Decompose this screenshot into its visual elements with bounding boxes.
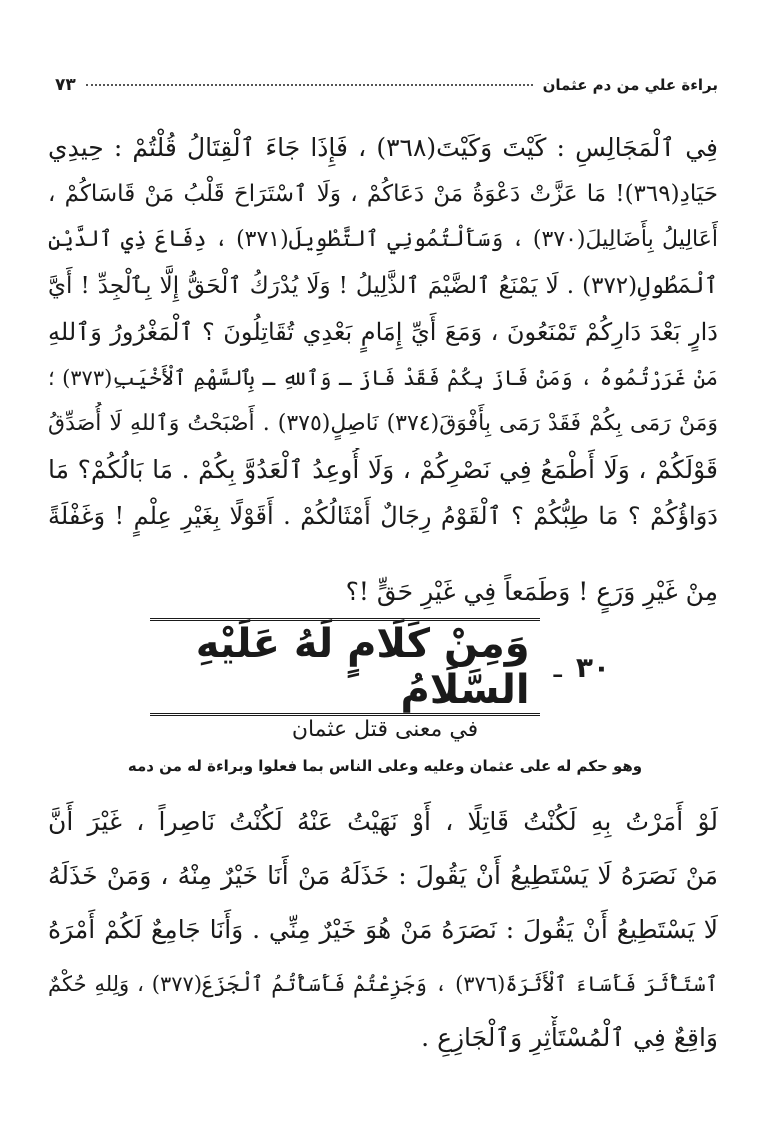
section-subtitle: في معنى قتل عثمان [291, 717, 479, 742]
text-line: قَوْلَكُمْ ، وَلَا أَطْمَعُ فِي نَصْرِكُمْ ، وَلَا أُوعِدُ ٱلْعَدُوَّ بِكُمْ . مَا بَالُكُمْ؟ مَا [48, 455, 718, 484]
text-line: ٱلْمَطُولِ(٣٧٢) . لَا يَمْنَعُ ٱلضَّيْمَ ٱلذَّلِيلُ ! وَلَا يُدْرَكُ ٱلْحَقُّ إِلَّا بِٱلْجِدِّ ! أَيَّ [48, 273, 718, 299]
running-header [55, 70, 718, 100]
header-dot-leader [86, 84, 533, 86]
running-title: براءة علي من دم عثمان [542, 76, 718, 94]
text-line: مَنْ نَصَرَهُ لَا يَسْتَطِيعُ أَنْ يَقُولَ : خَذَلَهُ مَنْ أَنَا خَيْرٌ مِنْهُ ، وَمَنْ خَذَلَهُ [48, 861, 718, 890]
text-line: فِي ٱلْمَجَالِسِ : كَيْتَ وَكَيْتَ(٣٦٨) ، فَإِذَا جَاءَ ٱلْقِتَالُ قُلْتُمْ : حِيدِي [48, 133, 718, 162]
section-title [150, 621, 610, 713]
text-line: مِنْ غَيْرِ وَرَعٍ ! وَطَمَعاً فِي غَيْرِ حَقٍّ !؟ [345, 577, 718, 606]
text-line: ٱسْتَأْثَرَ فَأَسَاءَ ٱلْأَثَرَةَ(٣٧٦) ، وَجَزِعْتُمْ فَأَسَأْتُمُ ٱلْجَزَعَ(٣٧٧) ، وَلِلهِ حُكْمٌ [48, 972, 718, 996]
section-dash: ـ [553, 650, 562, 684]
text-line: حَيَادِ(٣٦٩)! مَا عَزَّتْ دَعْوَةُ مَنْ دَعَاكُمْ ، وَلَا ٱسْتَرَاحَ قَلْبُ مَنْ قَاسَاكُمْ ، [48, 181, 718, 207]
page-number: ٧٣ [55, 75, 76, 95]
section-heading-calligraphy: وَمِنْ كَلَامٍ لَهُ عَلَيْهِ السَّلَامُ [150, 618, 540, 716]
text-line: لَوْ أَمَرْتُ بِهِ لَكُنْتُ قَاتِلًا ، أَوْ نَهَيْتُ عَنْهُ لَكُنْتُ نَاصِراً ، غَيْرَ أَنَّ [48, 807, 718, 836]
text-line: مَنْ غَرَرْتُمُوهُ ، وَمَنْ فَازَ بِكُمْ فَقَدْ فَازَ ـ وَٱللهِ ـ بِٱلسَّهْمِ ٱلْأَخْيَبِ(٣٧٣) ؛ [48, 366, 718, 390]
text-line: دَوَاؤُكُمْ ؟ مَا طِبُّكُمْ ؟ ٱلْقَوْمُ رِجَالٌ أَمْثَالُكُمْ . أَقَوْلًا بِغَيْرِ عِلْمٍ ! وَغَفْلَةً [48, 502, 718, 530]
text-line: لَا يَسْتَطِيعُ أَنْ يَقُولَ : نَصَرَهُ مَنْ هُوَ خَيْرٌ مِنِّي . وَأَنَا جَامِعٌ لَكُمْ أَمْرَهُ [48, 915, 718, 944]
section-description: وهو حكم له على عثمان وعليه وعلى الناس بما فعلوا وبراءة له من دمه [127, 757, 643, 775]
text-line: وَاقِعٌ فِي ٱلْمُسْتَأْثِرِ وَٱلْجَازِعِ . [421, 1023, 718, 1052]
text-line: وَمَنْ رَمَى بِكُمْ فَقَدْ رَمَى بِأَفْوَقَ(٣٧٤) نَاصِلٍ(٣٧٥) . أَصْبَحْتُ وَٱللهِ لَا أُصَدِّقُ [48, 411, 718, 436]
text-line: دَارٍ بَعْدَ دَارِكُمْ تَمْنَعُونَ ، وَمَعَ أَيِّ إِمَامٍ بَعْدِي تُقَاتِلُونَ ؟ ٱلْمَغْرُورُ وَٱللهِ [48, 318, 718, 346]
text-line: أَعَالِيلُ بِأَضَالِيلَ(٣٧٠) ، وَسَأَلْتُمُونِي ٱلتَّطْوِيلَ(٣٧١) ، دِفَاعَ ذِي ٱلدَّيْنِ [48, 227, 718, 252]
section-number: ٣٠ [575, 650, 610, 684]
